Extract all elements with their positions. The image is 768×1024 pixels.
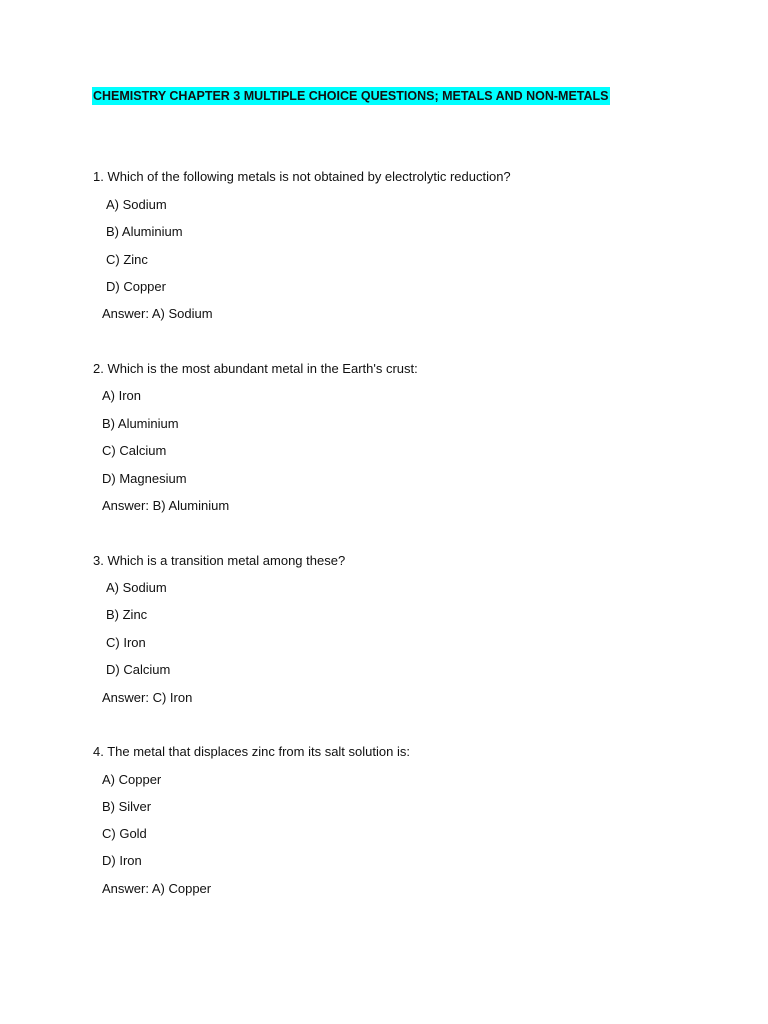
question-3-answer: Answer: C) Iron bbox=[102, 690, 193, 705]
question-3-text: 3. Which is a transition metal among these? bbox=[93, 553, 346, 568]
question-3-option-b: B) Zinc bbox=[106, 607, 148, 622]
question-2-option-b: B) Aluminium bbox=[102, 416, 179, 431]
question-3-option-d: D) Calcium bbox=[106, 662, 171, 677]
question-1-option-a: A) Sodium bbox=[106, 197, 167, 212]
question-4-answer: Answer: A) Copper bbox=[102, 881, 212, 896]
question-3-option-a: A) Sodium bbox=[106, 580, 167, 595]
question-2-answer: Answer: B) Aluminium bbox=[102, 498, 230, 513]
question-4-text: 4. The metal that displaces zinc from its salt solution is: bbox=[93, 744, 410, 759]
question-2-text: 2. Which is the most abundant metal in the Earth's crust: bbox=[93, 361, 418, 376]
document-title: CHEMISTRY CHAPTER 3 MULTIPLE CHOICE QUESTIONS; METALS AND NON-METALS bbox=[93, 89, 609, 103]
question-4-option-a: A) Copper bbox=[102, 772, 162, 787]
question-1-text: 1. Which of the following metals is not obtained by electrolytic reduction? bbox=[93, 169, 511, 184]
question-2-option-c: C) Calcium bbox=[102, 443, 167, 458]
question-1-answer: Answer: A) Sodium bbox=[102, 306, 213, 321]
question-4-option-d: D) Iron bbox=[102, 853, 142, 868]
question-4-option-b: B) Silver bbox=[102, 799, 152, 814]
question-2-option-a: A) Iron bbox=[102, 388, 142, 403]
question-1-option-c: C) Zinc bbox=[106, 252, 148, 267]
question-1-option-b: B) Aluminium bbox=[106, 224, 183, 239]
question-4-option-c: C) Gold bbox=[102, 826, 147, 841]
question-1-option-d: D) Copper bbox=[106, 279, 166, 294]
question-3-option-c: C) Iron bbox=[106, 635, 146, 650]
question-2-option-d: D) Magnesium bbox=[102, 471, 187, 486]
